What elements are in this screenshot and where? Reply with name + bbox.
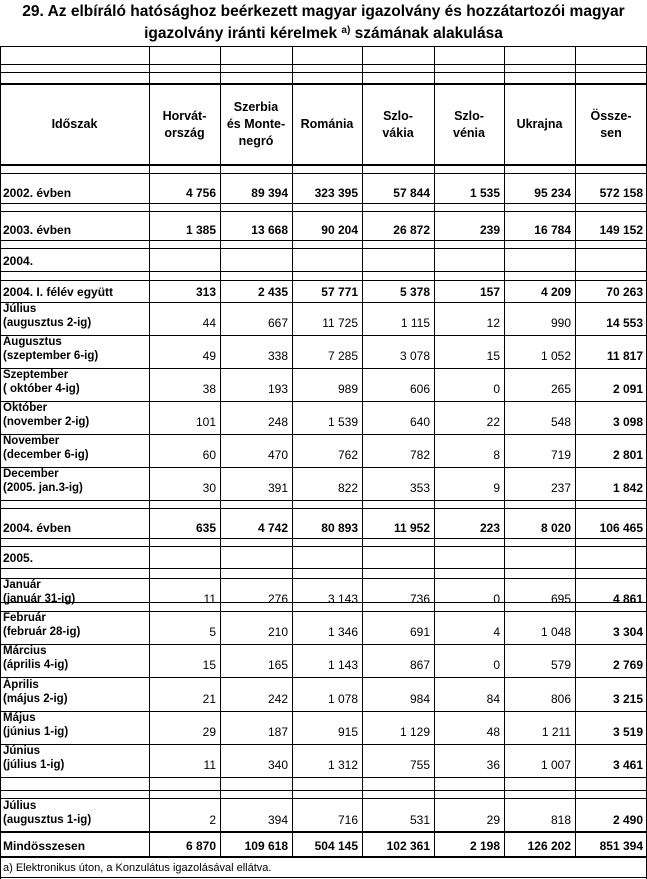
table-cell: 353 [409, 481, 430, 495]
table-cell: 2 [209, 813, 216, 827]
title-line-1: 29. Az elbíráló hatósághoz beérkezett magyar igazolvány és hozzátartozói magyar [22, 3, 625, 20]
column-header [221, 99, 291, 150]
table-cell: 102 361 [386, 839, 430, 853]
table-cell: 106 465 [599, 521, 643, 535]
table-cell: 0 [493, 382, 500, 396]
row-label: Január [3, 579, 41, 591]
table-cell: 95 234 [534, 186, 571, 200]
table-cell: 57 771 [321, 285, 358, 299]
row-label: Július [3, 303, 37, 315]
table-cell: 782 [409, 448, 430, 462]
table-title [0, 0, 647, 46]
table-cell: 0 [493, 592, 500, 606]
row-sublabel: (2005. jan.3-ig) [3, 482, 83, 494]
table-cell: 691 [409, 625, 430, 639]
table-cell: 313 [195, 285, 216, 299]
table-cell: 6 870 [185, 839, 216, 853]
column-header-line: Szlo- [383, 108, 413, 123]
table-cell: 109 618 [244, 839, 288, 853]
table-cell: 26 872 [393, 223, 430, 237]
table-cell: 3 519 [612, 725, 643, 739]
row-label: Szeptember [3, 369, 69, 381]
table-cell: 1 539 [327, 415, 358, 429]
table-cell: 15 [202, 658, 216, 672]
table-cell: 187 [267, 725, 288, 739]
table-cell: 29 [486, 813, 500, 827]
column-header-line: Szlo- [454, 108, 484, 123]
table-cell: 5 [209, 625, 216, 639]
table-cell: 1 385 [185, 223, 216, 237]
table-cell: 716 [337, 813, 358, 827]
table-cell: 210 [267, 625, 288, 639]
table-cell: 90 204 [321, 223, 358, 237]
table-cell: 16 784 [534, 223, 571, 237]
table-cell: 80 893 [321, 521, 358, 535]
table-cell: 391 [267, 481, 288, 495]
table-cell: 1 211 [541, 725, 571, 739]
column-header [576, 108, 646, 142]
column-header [505, 116, 574, 133]
row-label: Október [3, 402, 48, 414]
table-cell: 572 158 [599, 186, 643, 200]
table-cell: 719 [550, 448, 571, 462]
title-line-2 [0, 23, 647, 45]
table-cell: 635 [195, 521, 216, 535]
table-cell: 8 020 [540, 521, 571, 535]
table-cell: 1 346 [327, 625, 358, 639]
table-cell: 640 [409, 415, 430, 429]
row-label: Mindösszesen [3, 839, 86, 853]
title-footnote-marker: a) [341, 25, 351, 36]
column-header [150, 108, 219, 142]
row-sublabel: (február 28-ig) [3, 626, 81, 638]
row-sublabel: (július 1-ig) [3, 759, 65, 771]
table-cell: 695 [550, 592, 571, 606]
table-cell: 49 [202, 349, 216, 363]
table-cell: 60 [202, 448, 216, 462]
table-cell: 21 [202, 692, 216, 706]
table-cell: 12 [486, 316, 500, 330]
table-cell: 394 [267, 813, 288, 827]
table-cell: 818 [550, 813, 571, 827]
table-cell: 7 285 [327, 349, 358, 363]
row-label: 2004. évben [3, 521, 72, 535]
table-cell: 29 [202, 725, 216, 739]
table-cell: 239 [479, 223, 500, 237]
row-label: Június [3, 745, 41, 757]
table-cell: 3 461 [612, 758, 643, 772]
table-cell: 851 394 [599, 839, 643, 853]
table-cell: 2 490 [612, 813, 643, 827]
table-cell: 1 007 [540, 758, 571, 772]
table-cell: 2 435 [257, 285, 288, 299]
title-line-2b: számának alakulása [354, 25, 503, 42]
table-cell: 70 263 [606, 285, 643, 299]
column-header [1, 116, 148, 133]
table-cell: 36 [486, 758, 500, 772]
column-header-line: Szerbia [233, 100, 279, 114]
table-cell: 0 [493, 658, 500, 672]
table-cell: 101 [195, 415, 216, 429]
table-cell: 1 052 [540, 349, 571, 363]
table-cell: 3 304 [612, 625, 643, 639]
column-header-line: sen [600, 125, 622, 140]
row-sublabel: (december 6-ig) [3, 449, 89, 461]
title-line-2a: igazolvány iránti kérelmek [144, 25, 338, 42]
table-cell: 248 [267, 415, 288, 429]
table-cell: 1 048 [540, 625, 571, 639]
table-cell: 3 215 [612, 692, 643, 706]
table-cell: 323 395 [314, 186, 358, 200]
row-label: Március [3, 645, 47, 657]
table-cell: 1 115 [400, 316, 430, 330]
table-cell: 4 756 [185, 186, 216, 200]
table-cell: 84 [486, 692, 500, 706]
table-cell: 3 143 [327, 592, 358, 606]
row-sublabel: (szeptember 6-ig) [3, 350, 99, 362]
table-cell: 2 769 [612, 658, 643, 672]
table-cell: 11 [203, 758, 216, 772]
column-header-line: Ukrajna [516, 117, 563, 131]
row-label: Augusztus [3, 336, 62, 348]
row-sublabel: (június 1-ig) [3, 726, 69, 738]
table-cell: 867 [409, 658, 430, 672]
table-cell: 2 091 [612, 382, 643, 396]
table-cell: 4 861 [612, 592, 643, 606]
table-cell: 48 [486, 725, 500, 739]
column-header-line: Időszak [51, 117, 98, 131]
column-header-line: Össze- [590, 108, 632, 123]
table-cell: 4 [493, 625, 500, 639]
table-cell: 1 312 [327, 758, 358, 772]
table-cell: 762 [337, 448, 358, 462]
row-sublabel: (május 2-ig) [3, 693, 68, 705]
table-cell: 2 801 [612, 448, 643, 462]
table-cell: 1 143 [327, 658, 358, 672]
table-cell: 338 [267, 349, 288, 363]
table-cell: 223 [479, 521, 500, 535]
table-cell: 9 [493, 481, 500, 495]
table-cell: 1 129 [399, 725, 430, 739]
table-cell: 531 [409, 813, 430, 827]
table-cell: 15 [486, 349, 500, 363]
table-cell: 11 725 [322, 316, 358, 330]
table-cell: 276 [267, 592, 288, 606]
table-cell: 57 844 [393, 186, 430, 200]
table-cell: 990 [550, 316, 571, 330]
table-cell: 915 [337, 725, 358, 739]
row-label: 2004. [3, 254, 34, 268]
column-header-line: ország [164, 125, 205, 140]
table-cell: 126 202 [527, 839, 571, 853]
table-cell: 44 [202, 316, 216, 330]
data-table [0, 46, 647, 879]
row-label: 2005. [3, 551, 34, 565]
column-header-line: és Monte- [226, 117, 286, 131]
table-cell: 667 [267, 316, 288, 330]
row-label: December [3, 468, 59, 480]
row-label: Február [3, 612, 46, 624]
column-header [435, 108, 503, 142]
table-cell: 806 [550, 692, 571, 706]
row-label: Április [3, 679, 39, 691]
row-sublabel: (augusztus 1-ig) [3, 814, 92, 826]
column-header-line: negró [238, 134, 274, 148]
row-label: November [3, 435, 60, 447]
table-cell: 13 668 [251, 223, 288, 237]
table-cell: 606 [409, 382, 430, 396]
column-header-line: vénia [453, 125, 485, 140]
table-cell: 989 [337, 382, 358, 396]
row-label: 2002. évben [3, 186, 72, 200]
row-label: Július [3, 800, 37, 812]
table-cell: 8 [493, 448, 500, 462]
row-label: 2004. I. félév együtt [3, 285, 114, 299]
row-label: 2003. évben [3, 223, 72, 237]
table-cell: 237 [550, 481, 571, 495]
table-cell: 265 [550, 382, 571, 396]
column-header-line: vákia [382, 125, 414, 140]
row-label: Május [3, 712, 36, 724]
table-cell: 11 952 [393, 521, 430, 535]
table-cell: 548 [550, 415, 571, 429]
table-cell: 1 842 [612, 481, 643, 495]
table-cell: 470 [267, 448, 288, 462]
column-header-line: Horvát- [162, 108, 207, 123]
table-cell: 4 742 [257, 521, 288, 535]
table-cell: 11 817 [606, 349, 643, 363]
table-cell: 22 [486, 415, 500, 429]
table-cell: 5 378 [399, 285, 430, 299]
table-cell: 157 [479, 285, 500, 299]
table-cell: 340 [267, 758, 288, 772]
table-cell: 89 394 [251, 186, 288, 200]
table-cell: 579 [550, 658, 571, 672]
table-cell: 242 [267, 692, 288, 706]
column-header [363, 108, 433, 142]
footnote: a) Elektronikus úton, a Konzulátus igazolásával ellátva. [3, 862, 272, 874]
row-sublabel: (augusztus 2-ig) [3, 317, 92, 329]
column-header-line: Románia [300, 117, 354, 131]
table-cell: 11 [203, 592, 216, 606]
row-sublabel: (január 31-ig) [3, 593, 76, 605]
table-cell: 984 [409, 692, 430, 706]
table-cell: 736 [409, 592, 430, 606]
table-cell: 822 [337, 481, 358, 495]
table-cell: 149 152 [599, 223, 643, 237]
table-cell: 38 [202, 382, 216, 396]
table-cell: 504 145 [314, 839, 358, 853]
table-cell: 193 [267, 382, 288, 396]
table-cell: 1 078 [327, 692, 358, 706]
table-cell: 4 209 [540, 285, 571, 299]
table-cell: 14 553 [606, 316, 643, 330]
table-cell: 3 098 [612, 415, 643, 429]
column-header [293, 116, 361, 133]
table-cell: 30 [202, 481, 216, 495]
row-sublabel: (április 4-ig) [3, 659, 69, 671]
row-sublabel: ( október 4-ig) [3, 383, 80, 395]
table-cell: 2 198 [469, 839, 500, 853]
table-cell: 3 078 [399, 349, 430, 363]
table-cell: 165 [267, 658, 288, 672]
table-cell: 1 535 [469, 186, 500, 200]
row-sublabel: (november 2-ig) [3, 416, 90, 428]
table-cell: 755 [409, 758, 430, 772]
